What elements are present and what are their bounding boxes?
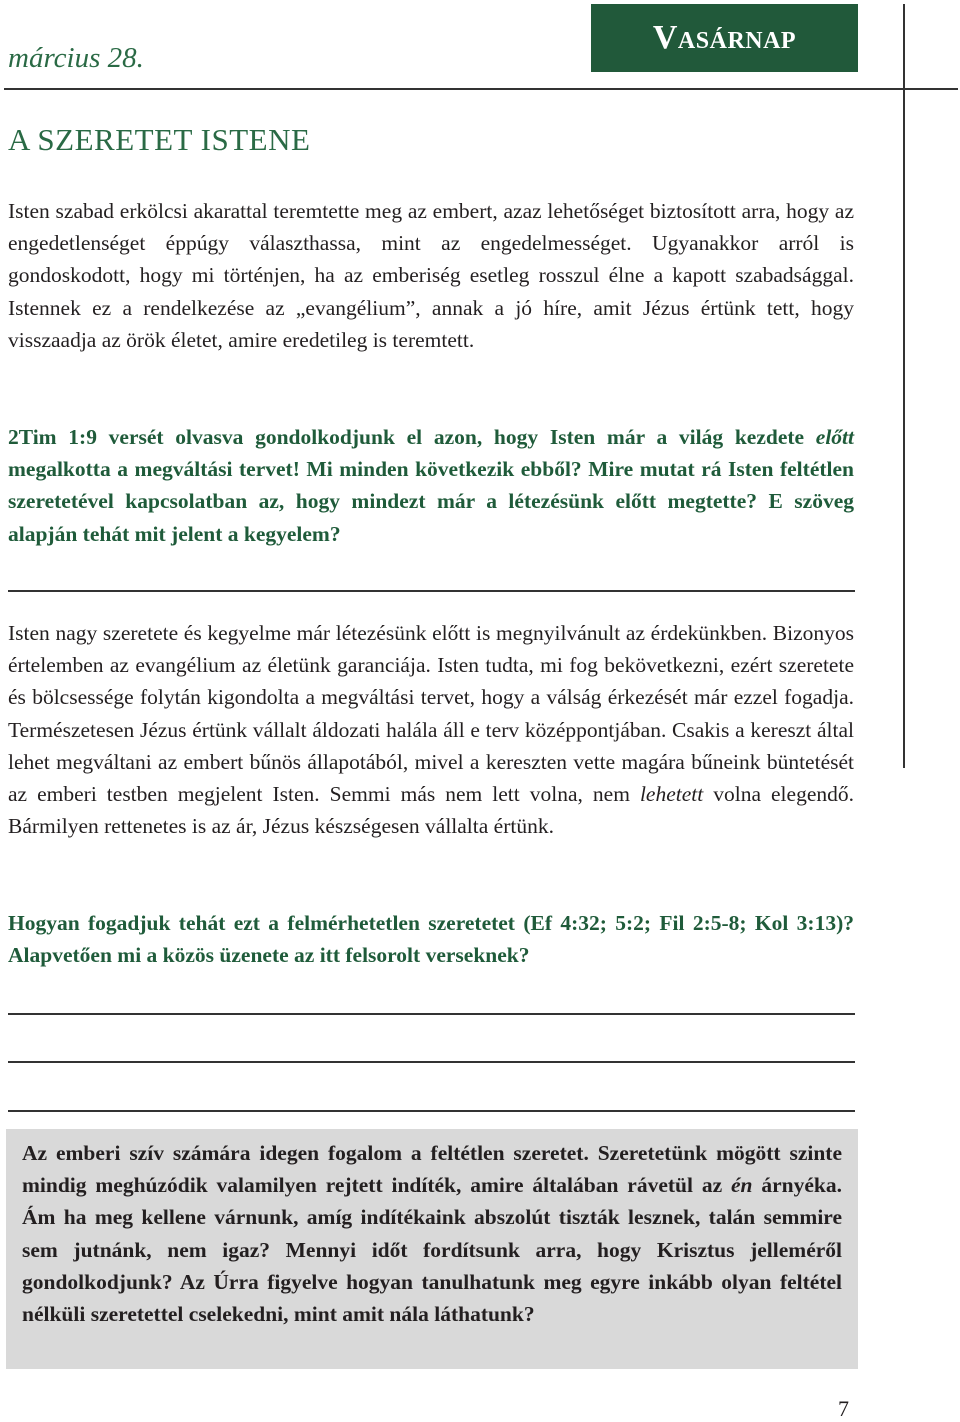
question-one-part-b: megalkotta a megváltási tervet! Mi minden következik ebből? Mire mutat rá Isten feltétlen szeretetével kapcsolatban az, hogy mindezt már a létezésünk előtt megtette? E szöveg alapján tehát mit jelent a kegyelem? [8,457,854,546]
reflection-box [6,1129,858,1369]
answer-line-2 [8,1013,855,1015]
reflection-part-b: árnyéka. Ám ha meg kellene várnunk, amíg indítékaink abszolút tiszták lesznek, talán semmire sem jutnánk, nem igaz? Mennyi időt fordítsunk arra, hogy Krisztus jelleméről gondolkodjunk? Az Úrra figyelve hogyan tanulhatunk meg egyre inkább olyan feltétel nélküli szeretettel cselekedni, mint amit nála láthatunk? [22,1173,843,1327]
date-label: március 28. [8,42,144,74]
intro-paragraph: Isten szabad erkölcsi akarattal teremtette meg az embert, azaz lehetőséget biztosított arra, hogy az engedetlenséget éppúgy választhassa, mint az engedelmességet. Ugyanakkor arról is gondoskodott, hogy mi történjen, ha az emberiség esetleg rosszul élne a kapott szabadsággal. Istennek ez a rendelkezése az „evangélium”, annak a jó híre, amit Jézus értünk tett, hogy visszaadja az örök életet, amire eredetileg is teremtett. [8,199,854,352]
body-part-a: Isten nagy szeretete és kegyelme már létezésünk előtt is megnyilvánult az érdekünkben. Bizonyos értelemben az evangélium az életünk garanciája. Isten tudta, mi fog bekövetkezni, ezért szeretete és bölcsessége folytán kigondolta a megváltási tervet, hogy a válság érkezését már ezzel fogadja. Természetesen Jézus értünk vállalt áldozati halála áll e terv középpontjában. Csakis a kereszt által lehet megváltani az embert bűnös állapotából, mivel a kereszten vette magára bűneink büntetését az emberi testben megjelent Isten. Semmi más nem lett volna, nem [8,621,854,807]
question-two: Hogyan fogadjuk tehát ezt a felmérhetetlen szeretetet (Ef 4:32; 5:2; Fil 2:5-8; Kol 3:13)? Alapvetően mi a közös üzenete az itt felsorolt verseknek? [8,911,854,968]
vertical-rule [903,4,905,768]
lesson-title: A SZERETET ISTENE [8,122,311,157]
body-italic: lehetett [639,782,704,807]
answer-line-3 [8,1061,855,1063]
reflection-italic: én [731,1173,753,1198]
header-rule [4,88,958,90]
question-one-part-a: 2Tim 1:9 versét olvasva gondolkodjunk el azon, hogy Isten már a világ kezdete [8,425,816,449]
body-part-b: volna elegendő. Bármilyen rettenetes is az ár, Jézus készségesen vállalta értünk. [8,782,854,839]
body-paragraph [8,617,854,842]
answer-line-4 [8,1110,855,1112]
question-one-italic: előtt [815,425,854,449]
question-one [8,421,854,550]
page-number: 7 [838,1396,849,1421]
reflection-text [22,1137,842,1330]
day-banner: Vasárnap [591,4,858,72]
answer-line-1 [8,590,855,592]
reflection-part-a: Az emberi szív számára idegen fogalom a feltétlen szeretet. Szeretetünk mögött szinte mindig meghúzódik valamilyen rejtett indíték, amire általában rávetül az [22,1141,842,1198]
